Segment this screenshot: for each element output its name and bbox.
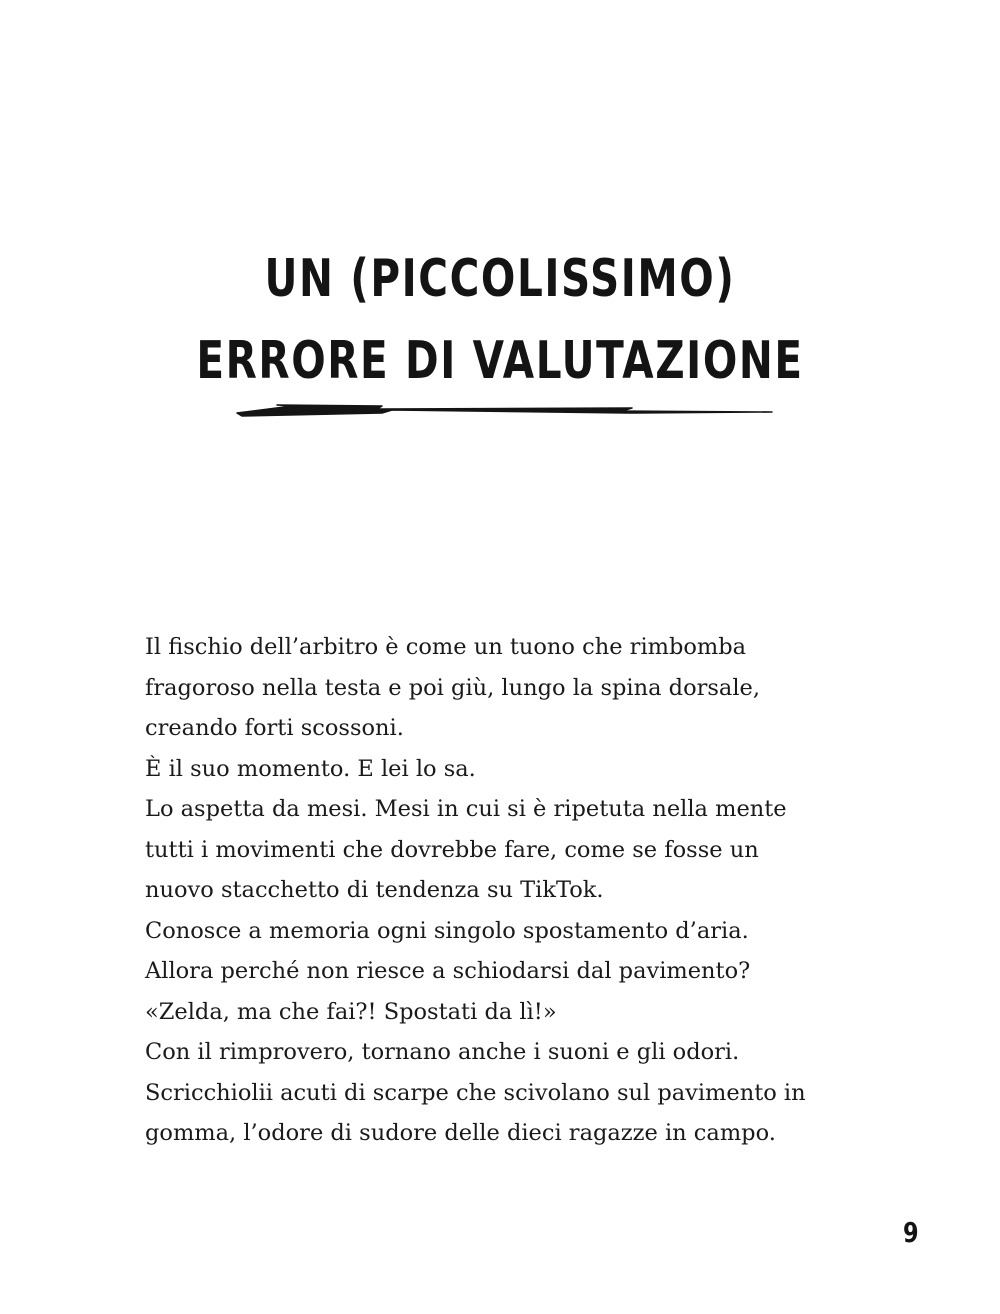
chapter-title-line-1: UN (PICCOLISSIMO) — [264, 249, 736, 309]
body-line: Il fischio dell’arbitro è come un tuono che rimbomba — [145, 634, 747, 660]
body-line: gomma, l’odore di sudore delle dieci ragazze in campo. — [145, 1120, 776, 1146]
body-line: Conosce a memoria ogni singolo spostamento d’aria. — [145, 917, 749, 944]
body-line: Allora perché non riesce a schiodarsi dal pavimento? — [145, 958, 751, 984]
chapter-body-text — [145, 627, 865, 1154]
chapter-title-line-2: ERRORE DI VALUTAZIONE — [196, 331, 804, 391]
body-line: Con il rimprovero, tornano anche i suoni e gli odori. — [145, 1039, 740, 1065]
body-line: «Zelda, ma che fai?! Spostati da lì!» — [145, 998, 557, 1025]
page-number: 9 — [903, 1216, 919, 1249]
body-line: creando forti scossoni. — [145, 715, 404, 741]
body-line: tutti i movimenti che dovrebbe fare, come se fosse un — [145, 836, 759, 863]
title-underline-decoration — [232, 398, 777, 424]
body-line: Scricchiolii acuti di scarpe che scivolano sul pavimento in — [145, 1079, 806, 1106]
body-line: fragoroso nella testa e poi giù, lungo la spina dorsale, — [145, 674, 761, 701]
body-line: nuovo stacchetto di tendenza su TikTok. — [145, 877, 604, 903]
body-line: Lo aspetta da mesi. Mesi in cui si è ripetuta nella mente — [145, 796, 787, 822]
body-line: È il suo momento. E lei lo sa. — [145, 755, 476, 782]
